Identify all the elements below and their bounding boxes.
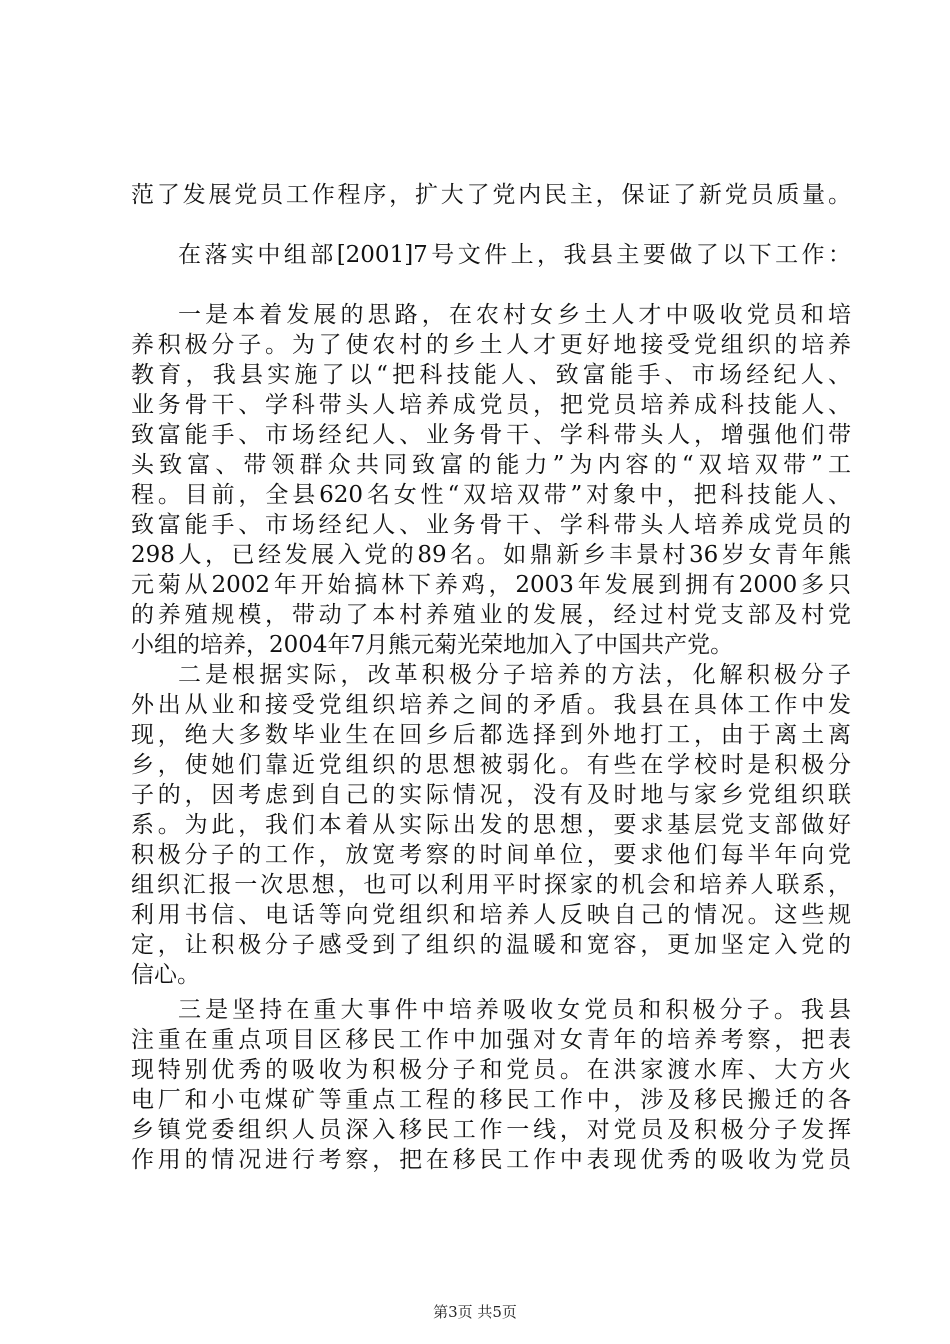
paragraph-line: 积极分子的工作，放宽考察的时间单位，要求他们每半年向党	[131, 842, 851, 868]
paragraph-line: 乡，使她们靠近党组织的思想被弱化。有些在学校时是积极分	[131, 752, 851, 778]
paragraph-line: 子的，因考虑到自己的实际情况，没有及时地与家乡党组织联	[131, 782, 851, 808]
paragraph-line: 在落实中组部[2001]7号文件上，我县主要做了以下工作：	[178, 242, 851, 268]
paragraph-line: 的养殖规模，带动了本村养殖业的发展，经过村党支部及村党	[131, 602, 851, 628]
paragraph-line: 作用的情况进行考察，把在移民工作中表现优秀的吸收为党员	[131, 1147, 851, 1173]
paragraph-line: 元菊从2002年开始搞林下养鸡，2003年发展到拥有2000多只	[131, 572, 851, 598]
paragraph-line: 利用书信、电话等向党组织和培养人反映自己的情况。这些规	[131, 902, 851, 928]
paragraph-line: 业务骨干、学科带头人培养成党员，把党员培养成科技能人、	[131, 392, 851, 418]
page-number-footer: 第3页 共5页	[433, 1303, 517, 1321]
paragraph-line: 二是根据实际，改革积极分子培养的方法，化解积极分子	[178, 662, 851, 688]
paragraph-line: 系。为此，我们本着从实际出发的思想，要求基层党支部做好	[131, 812, 851, 838]
paragraph-line: 电厂和小屯煤矿等重点工程的移民工作中，涉及移民搬迁的各	[131, 1087, 851, 1113]
paragraph-line: 现特别优秀的吸收为积极分子和党员。在洪家渡水库、大方火	[131, 1057, 851, 1083]
paragraph-line: 注重在重点项目区移民工作中加强对女青年的培养考察，把表	[131, 1027, 851, 1053]
paragraph-line: 三是坚持在重大事件中培养吸收女党员和积极分子。我县	[178, 997, 851, 1023]
paragraph-line: 范了发展党员工作程序，扩大了党内民主，保证了新党员质量。	[131, 182, 851, 208]
paragraph-line: 养积极分子。为了使农村的乡土人才更好地接受党组织的培养	[131, 332, 851, 358]
paragraph-line: 程。目前，全县620名女性“双培双带”对象中，把科技能人、	[131, 482, 851, 508]
paragraph-line: 298人，已经发展入党的89名。如鼎新乡丰景村36岁女青年熊	[131, 542, 851, 568]
paragraph-line: 一是本着发展的思路，在农村女乡土人才中吸收党员和培	[178, 302, 851, 328]
paragraph-line: 教育，我县实施了以“把科技能人、致富能手、市场经纪人、	[131, 362, 851, 388]
paragraph-line: 外出从业和接受党组织培养之间的矛盾。我县在具体工作中发	[131, 692, 851, 718]
paragraph-line: 信心。	[131, 962, 200, 988]
paragraph-line: 小组的培养，2004年7月熊元菊光荣地加入了中国共产党。	[131, 632, 734, 658]
paragraph-line: 现，绝大多数毕业生在回乡后都选择到外地打工，由于离土离	[131, 722, 851, 748]
paragraph-line: 头致富、带领群众共同致富的能力”为内容的“双培双带”工	[131, 452, 851, 478]
paragraph-line: 组织汇报一次思想，也可以利用平时探家的机会和培养人联系，	[131, 872, 851, 898]
paragraph-line: 致富能手、市场经纪人、业务骨干、学科带头人，增强他们带	[131, 422, 851, 448]
paragraph-line: 致富能手、市场经纪人、业务骨干、学科带头人培养成党员的	[131, 512, 851, 538]
paragraph-line: 定，让积极分子感受到了组织的温暖和宽容，更加坚定入党的	[131, 932, 851, 958]
paragraph-line: 乡镇党委组织人员深入移民工作一线，对党员及积极分子发挥	[131, 1117, 851, 1143]
